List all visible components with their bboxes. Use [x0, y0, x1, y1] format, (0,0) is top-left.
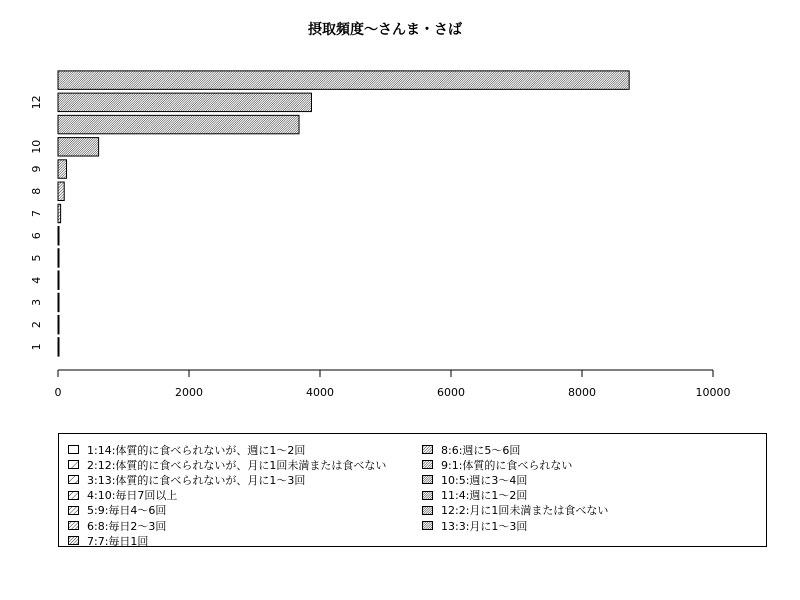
bar-9: [58, 160, 67, 178]
x-tick-label: 0: [54, 386, 62, 399]
bar-13: [58, 71, 629, 89]
legend-label: 10:5:週に3〜4回: [441, 473, 528, 487]
legend-swatch: [422, 506, 433, 515]
legend-column-left: [68, 442, 386, 548]
legend-swatch: [68, 536, 79, 545]
legend-item: [422, 457, 608, 472]
legend-item: [68, 472, 386, 487]
legend-swatch: [422, 460, 433, 469]
y-tick-label: 8: [30, 187, 43, 195]
bar-1: [58, 338, 59, 356]
y-tick-label: 3: [30, 298, 43, 306]
legend-item: [422, 488, 608, 503]
legend-swatch: [422, 521, 433, 530]
chart-title: 摂取頻度〜さんま・さば: [308, 22, 462, 38]
legend-item: [422, 442, 608, 457]
bar-8: [58, 182, 64, 200]
legend-swatch: [422, 491, 433, 500]
legend-label: 13:3:月に1〜3回: [441, 519, 528, 533]
legend-item: [68, 488, 386, 503]
bar-7: [58, 204, 61, 222]
y-tick-label: 1: [30, 343, 43, 351]
legend-item: [422, 518, 608, 533]
legend-swatch: [422, 445, 433, 454]
legend-label: 9:1:体質的に食べられない: [441, 458, 573, 472]
legend-swatch: [422, 475, 433, 484]
legend-item: [68, 518, 386, 533]
legend-swatch: [68, 521, 79, 530]
y-tick-label: 12: [30, 95, 43, 110]
legend-item: [68, 533, 386, 548]
legend-label: 8:6:週に5〜6回: [441, 443, 521, 457]
legend-item: [422, 503, 608, 518]
bar-6: [58, 227, 59, 245]
legend-swatch: [68, 506, 79, 515]
x-tick-label: 8000: [568, 386, 596, 399]
legend-label: 4:10:毎日7回以上: [87, 489, 178, 503]
y-tick-label: 5: [30, 254, 43, 262]
legend-label: 12:2:月に1回未満または食べない: [441, 504, 609, 518]
y-tick-label: 10: [30, 139, 43, 154]
legend-label: 3:13:体質的に食べられないが、月に1〜3回: [87, 473, 306, 487]
y-tick-label: 9: [30, 165, 43, 173]
legend-swatch: [68, 475, 79, 484]
legend-label: 2:12:体質的に食べられないが、月に1回未満または食べない: [87, 458, 387, 472]
legend-item: [422, 472, 608, 487]
legend: [58, 433, 767, 547]
x-tick-label: 10000: [695, 386, 731, 399]
legend-item: [68, 442, 386, 457]
x-tick-label: 2000: [175, 386, 203, 399]
legend-swatch: [68, 491, 79, 500]
bar-4: [58, 271, 59, 289]
legend-item: [68, 457, 386, 472]
bar-5: [58, 249, 59, 267]
bar-2: [58, 315, 59, 333]
x-tick-label: 4000: [306, 386, 334, 399]
legend-swatch: [68, 460, 79, 469]
bar-12: [58, 93, 311, 111]
y-tick-label: 7: [30, 210, 43, 217]
bar-3: [58, 293, 59, 311]
y-tick-label: 2: [30, 321, 43, 329]
legend-label: 7:7:毎日1回: [87, 534, 149, 548]
legend-label: 11:4:週に1〜2回: [441, 489, 528, 503]
y-tick-label: 6: [30, 232, 43, 240]
legend-label: 5:9:毎日4〜6回: [87, 504, 167, 518]
legend-swatch: [68, 445, 79, 454]
legend-column-right: [422, 442, 608, 533]
y-tick-label: 4: [30, 276, 43, 284]
legend-item: [68, 503, 386, 518]
x-tick-label: 6000: [437, 386, 465, 399]
legend-label: 1:14:体質的に食べられないが、週に1〜2回: [87, 443, 306, 457]
legend-label: 6:8:毎日2〜3回: [87, 519, 167, 533]
bar-10: [58, 138, 99, 156]
bar-11: [58, 115, 299, 133]
